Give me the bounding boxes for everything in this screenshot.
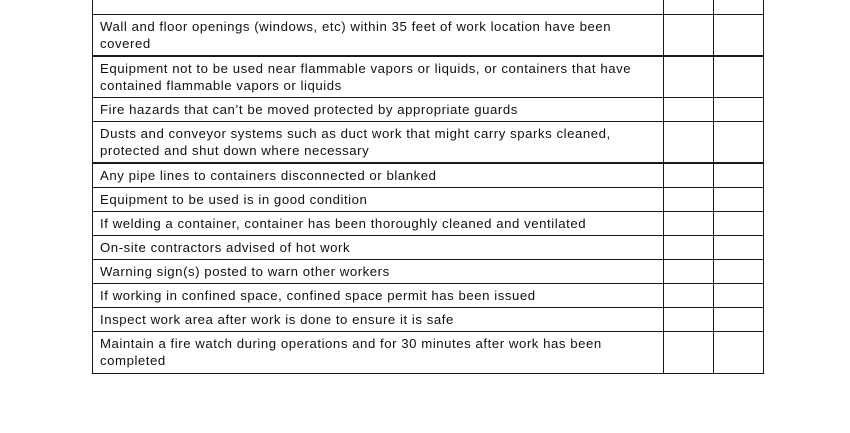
checklist-row [93,284,764,308]
yes-checkbox-cell[interactable] [664,260,714,284]
checklist-row [93,56,764,98]
no-checkbox-cell[interactable] [714,98,764,122]
no-checkbox-cell[interactable] [714,308,764,332]
checklist-item-text: Wall and floor openings (windows, etc) within 35 feet of work location have been covered [93,15,664,57]
yes-checkbox-cell[interactable] [664,188,714,212]
yes-checkbox-cell[interactable] [664,332,714,374]
no-checkbox-cell[interactable] [714,332,764,374]
checklist-item-text [93,0,664,15]
checklist-item-text: Warning sign(s) posted to warn other workers [93,260,664,284]
checklist-item-text: If working in confined space, confined space permit has been issued [93,284,664,308]
checklist-row-partial [93,0,764,15]
checklist-item-text: On-site contractors advised of hot work [93,236,664,260]
yes-checkbox-cell[interactable] [664,308,714,332]
no-checkbox-cell[interactable] [714,163,764,188]
yes-checkbox-cell[interactable] [664,15,714,57]
checklist-row [93,98,764,122]
yes-checkbox-cell[interactable] [664,284,714,308]
checklist-item-text: Fire hazards that can’t be moved protected by appropriate guards [93,98,664,122]
checklist-row [93,188,764,212]
yes-checkbox-cell[interactable] [664,163,714,188]
hot-work-checklist-table [92,0,764,374]
checklist-row [93,332,764,374]
no-checkbox-cell[interactable] [714,15,764,57]
checklist-row [93,212,764,236]
yes-checkbox-cell[interactable] [664,0,714,15]
no-checkbox-cell[interactable] [714,284,764,308]
yes-checkbox-cell[interactable] [664,56,714,98]
no-checkbox-cell[interactable] [714,56,764,98]
checklist-item-text: Inspect work area after work is done to ensure it is safe [93,308,664,332]
checklist-row [93,236,764,260]
checklist-item-text: Maintain a fire watch during operations and for 30 minutes after work has been completed [93,332,664,374]
checklist-item-text: If welding a container, container has been thoroughly cleaned and ventilated [93,212,664,236]
checklist-row [93,163,764,188]
checklist-item-text: Any pipe lines to containers disconnected or blanked [93,163,664,188]
no-checkbox-cell[interactable] [714,260,764,284]
checklist-item-text: Dusts and conveyor systems such as duct work that might carry sparks cleaned, protected and shut down where necessary [93,122,664,164]
no-checkbox-cell[interactable] [714,122,764,164]
yes-checkbox-cell[interactable] [664,212,714,236]
no-checkbox-cell[interactable] [714,212,764,236]
checklist-item-text: Equipment to be used is in good condition [93,188,664,212]
checklist-row [93,260,764,284]
yes-checkbox-cell[interactable] [664,122,714,164]
no-checkbox-cell[interactable] [714,0,764,15]
checklist-row [93,122,764,164]
no-checkbox-cell[interactable] [714,236,764,260]
no-checkbox-cell[interactable] [714,188,764,212]
checklist-row [93,308,764,332]
yes-checkbox-cell[interactable] [664,236,714,260]
checklist-row [93,15,764,57]
yes-checkbox-cell[interactable] [664,98,714,122]
checklist-item-text: Equipment not to be used near flammable vapors or liquids, or containers that have contained flammable vapors or liquids [93,56,664,98]
